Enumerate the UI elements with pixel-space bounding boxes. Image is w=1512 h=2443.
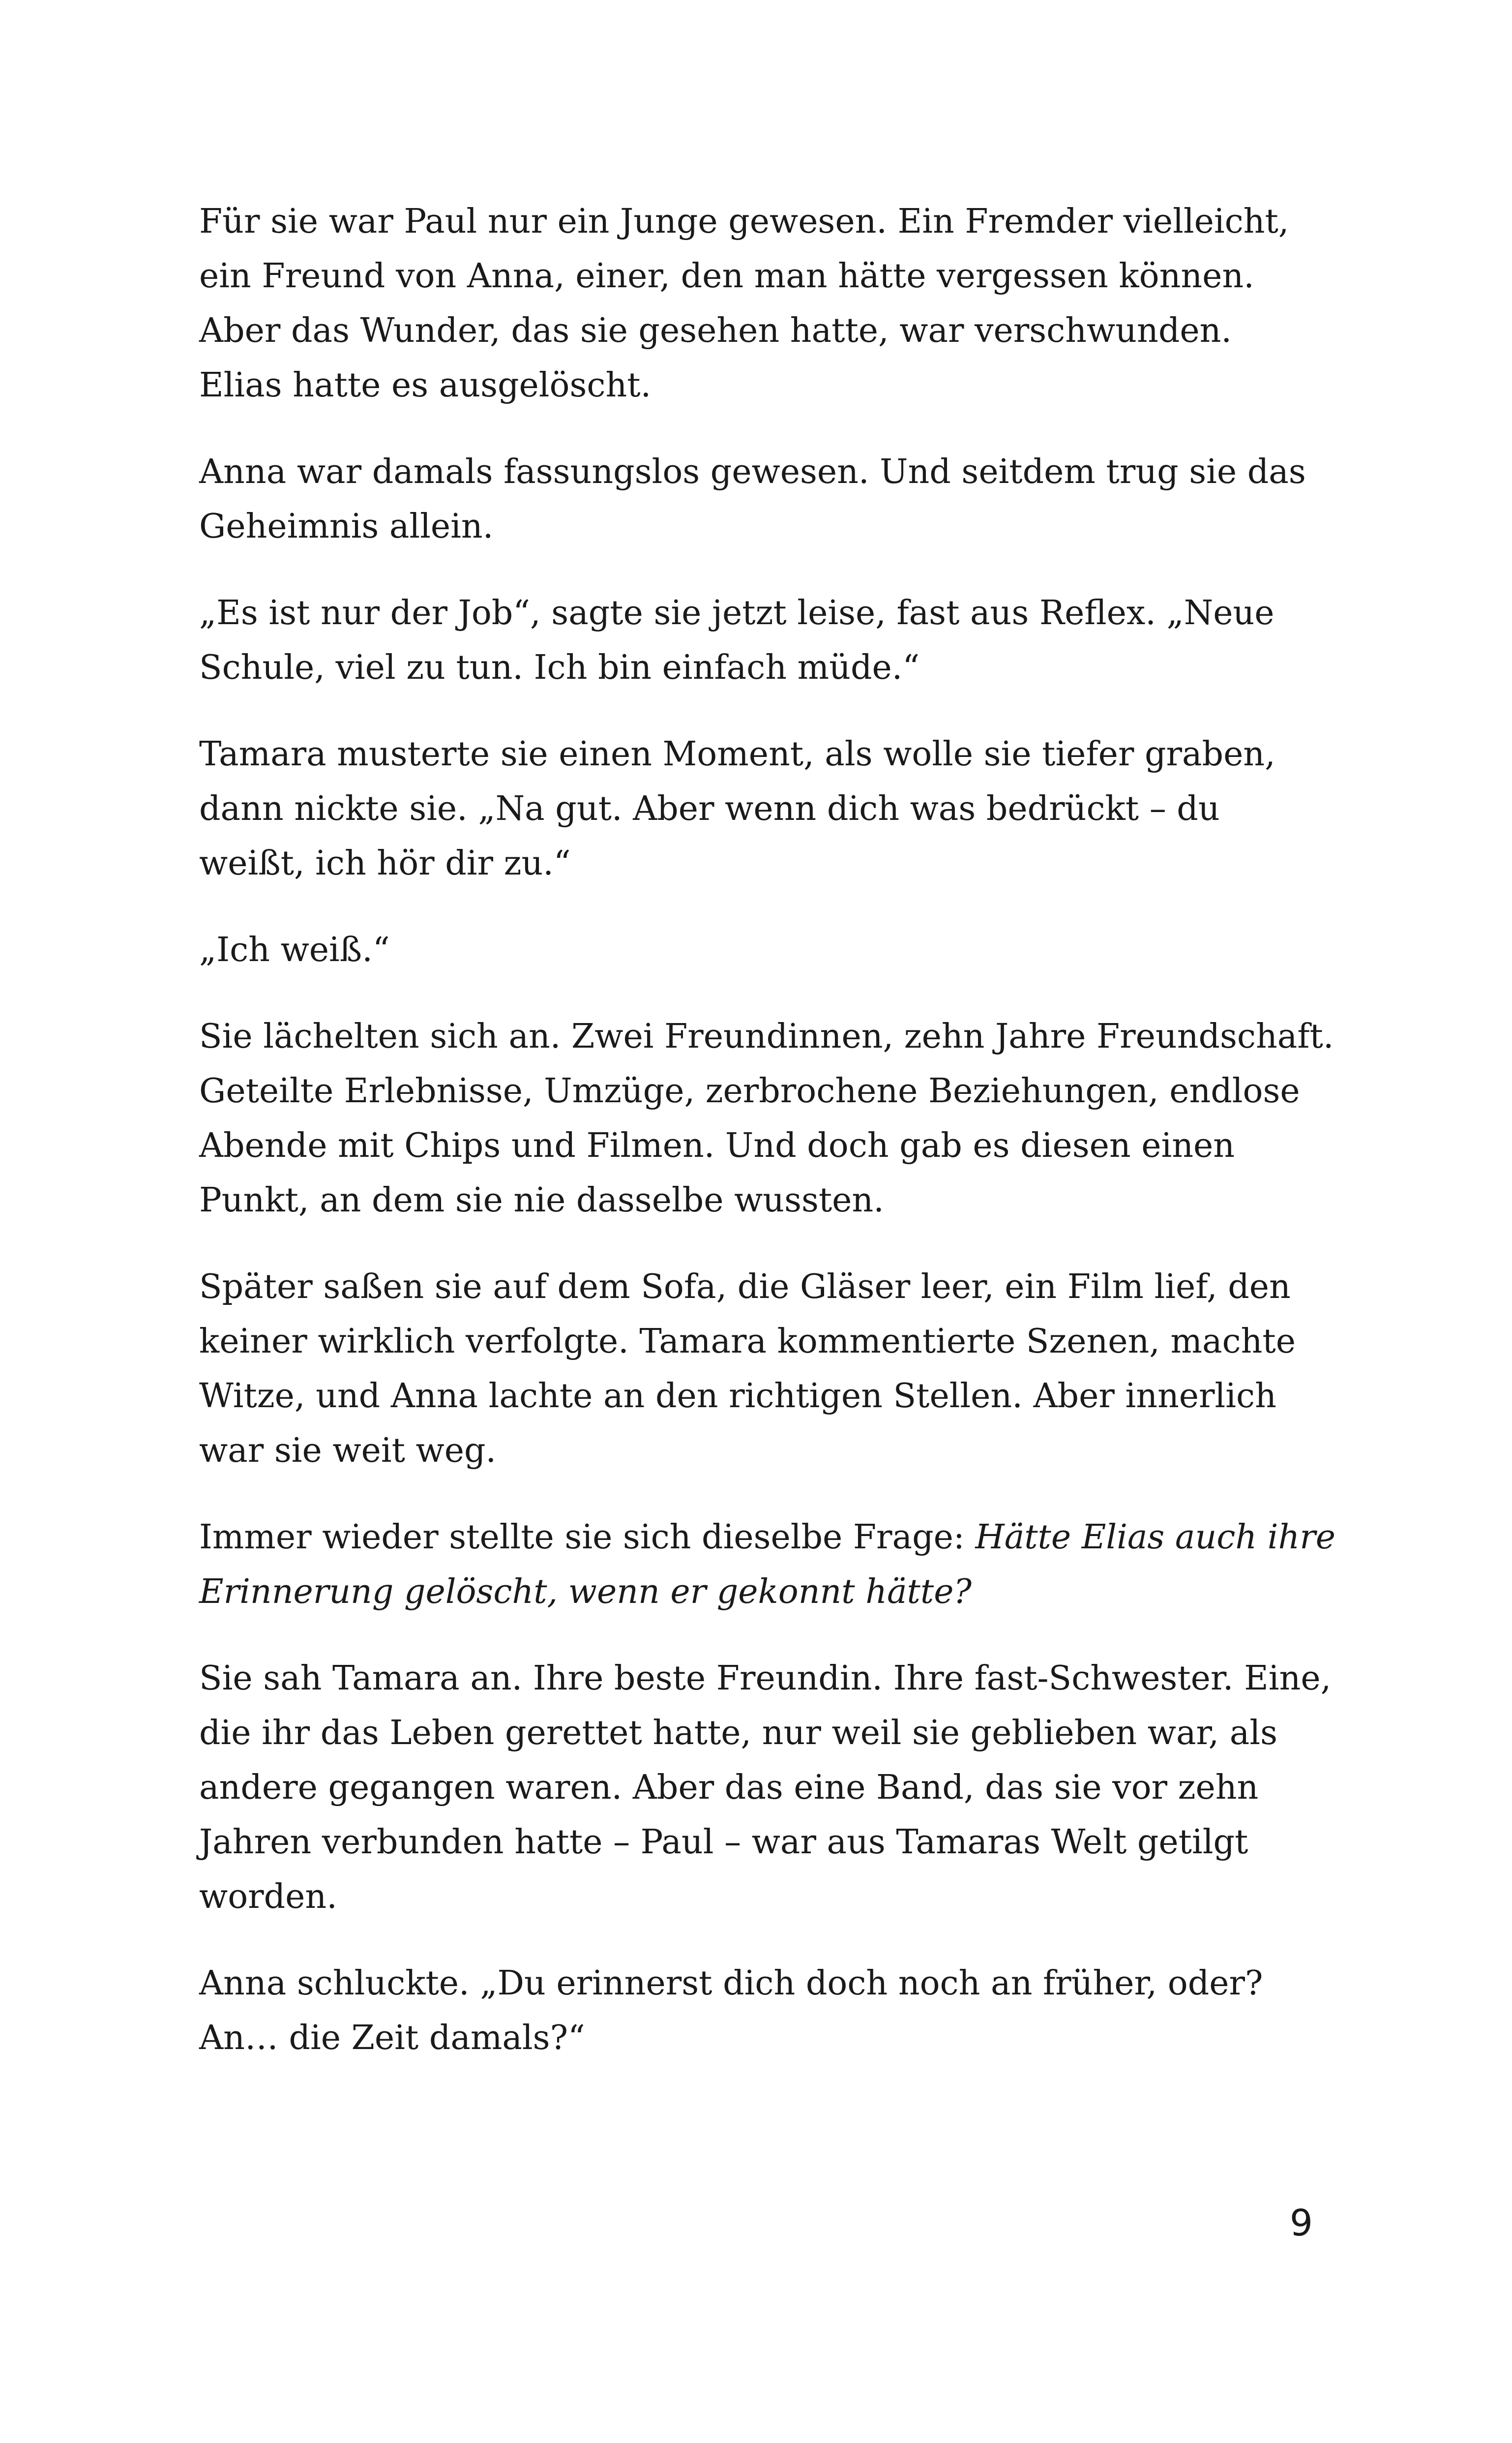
text-line: worden. (199, 1877, 337, 1916)
text-line: Für sie war Paul nur ein Junge gewesen. Ein Fremder vielleicht, (199, 202, 1289, 241)
paragraph-3 (199, 586, 1315, 695)
paragraph-2 (199, 445, 1315, 554)
page-number: 9 (1289, 2202, 1313, 2244)
text-line: Anna schluckte. „Du erinnerst dich doch noch an früher, oder? (199, 1964, 1263, 2003)
text-line: Punkt, an dem sie nie dasselbe wussten. (199, 1181, 884, 1220)
body-text (199, 194, 1336, 2097)
text-line: Tamara musterte sie einen Moment, als wolle sie tiefer graben, (199, 735, 1275, 774)
paragraph-5 (199, 923, 1315, 977)
text-line: ein Freund von Anna, einer, den man hätte vergessen können. (199, 257, 1254, 296)
text-line: Abende mit Chips und Filmen. Und doch gab es diesen einen (199, 1126, 1235, 1165)
text-line: An… die Zeit damals?“ (199, 2019, 585, 2057)
text-line: Schule, viel zu tun. Ich bin einfach müde.“ (199, 648, 920, 687)
italic-thought: Erinnerung gelöscht, wenn er gekonnt hätte? (199, 1572, 972, 1611)
text-line: war sie weit weg. (199, 1431, 497, 1470)
paragraph-10 (199, 1956, 1315, 2065)
text-line: „Ich weiß.“ (199, 931, 390, 969)
paragraph-9 (199, 1651, 1332, 1924)
text-line: die ihr das Leben gerettet hatte, nur weil sie geblieben war, als (199, 1714, 1277, 1752)
text-line: Anna war damals fassungslos gewesen. Und seitdem trug sie das (199, 452, 1306, 491)
paragraph-8 (199, 1510, 1336, 1619)
text-line: „Es ist nur der Job“, sagte sie jetzt leise, fast aus Reflex. „Neue (199, 594, 1275, 633)
text-line: Aber das Wunder, das sie gesehen hatte, war verschwunden. (199, 311, 1232, 350)
paragraph-4 (199, 727, 1315, 891)
text-line: Elias hatte es ausgelöscht. (199, 366, 652, 405)
text-line: Sie lächelten sich an. Zwei Freundinnen, zehn Jahre Freundschaft. (199, 1017, 1334, 1056)
paragraph-6 (199, 1009, 1334, 1228)
text-line: Geheimnis allein. (199, 507, 494, 546)
text-line (199, 1510, 1336, 1565)
text-line: Geteilte Erlebnisse, Umzüge, zerbrochene Beziehungen, endlose (199, 1072, 1300, 1111)
text-line: Witze, und Anna lachte an den richtigen Stellen. Aber innerlich (199, 1377, 1276, 1416)
paragraph-7 (199, 1260, 1315, 1478)
text-line: Sie sah Tamara an. Ihre beste Freundin. Ihre fast-Schwester. Eine, (199, 1659, 1332, 1698)
paragraph-1 (199, 194, 1315, 413)
text-span: Immer wieder stellte sie sich dieselbe Frage: (199, 1518, 976, 1557)
text-line: weißt, ich hör dir zu.“ (199, 844, 571, 883)
text-line: andere gegangen waren. Aber das eine Band, das sie vor zehn (199, 1768, 1259, 1807)
text-line: dann nickte sie. „Na gut. Aber wenn dich was bedrückt – du (199, 789, 1220, 828)
italic-thought: Hätte Elias auch ihre (975, 1518, 1336, 1557)
text-line: Später saßen sie auf dem Sofa, die Gläser leer, ein Film lief, den (199, 1267, 1291, 1306)
text-line: Jahren verbunden hatte – Paul – war aus Tamaras Welt getilgt (199, 1823, 1248, 1862)
text-line: keiner wirklich verfolgte. Tamara kommentierte Szenen, machte (199, 1322, 1296, 1361)
